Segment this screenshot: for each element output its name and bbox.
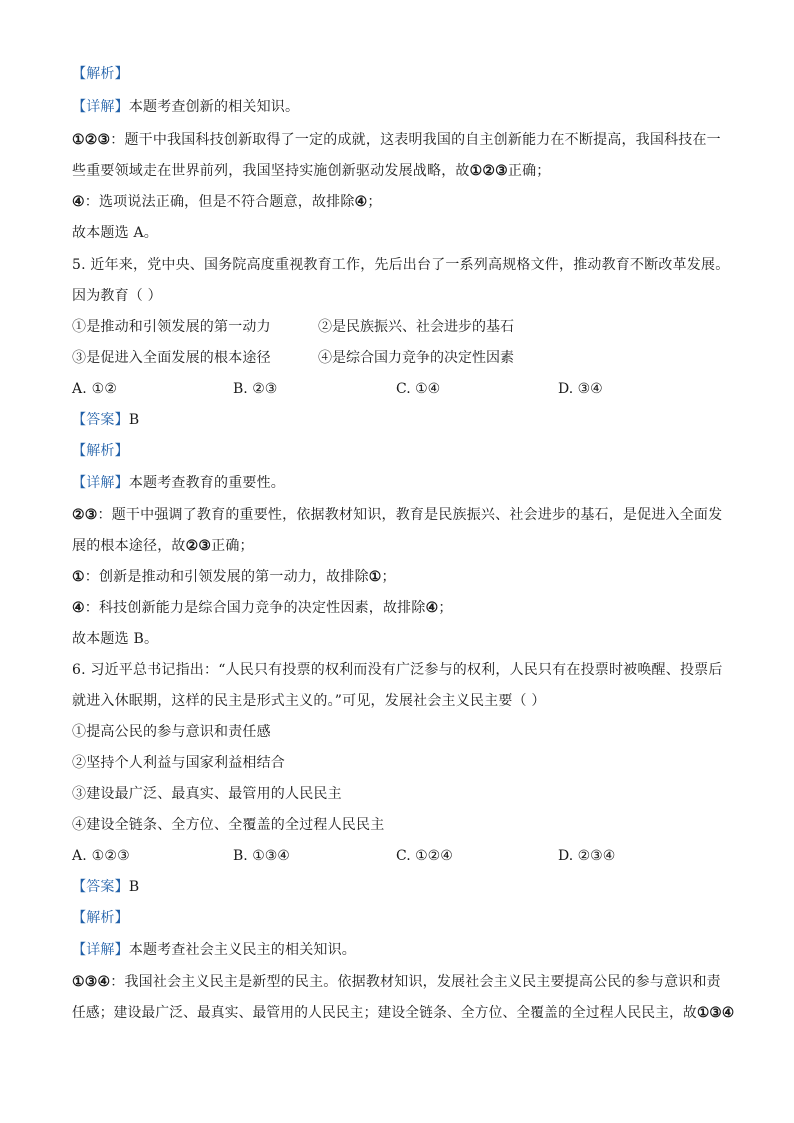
q5-item4: ④是综合国力竞争的决定性因素 xyxy=(318,350,514,366)
q4-detail-text: 本题考查创新的相关知识。 xyxy=(128,99,300,115)
q6-stem-line1: 6. 习近平总书记指出：“人民只有投票的权利而没有广泛参与的权利，人民只有在投票时被唤醒、投票后 xyxy=(72,662,723,678)
q5-detail-text: 本题考查教育的重要性。 xyxy=(128,475,286,491)
q4-conclusion: 故本题选 A。 xyxy=(72,225,158,241)
q5-p1-label2: ②③ xyxy=(185,538,212,554)
q4-p2-text-a: ：选项说法正确，但是不符合题意，故排除 xyxy=(84,194,355,210)
q5-conclusion: 故本题选 B。 xyxy=(72,631,159,647)
q6-analysis-tag: 【解析】 xyxy=(72,910,129,926)
q6-p1-label2: ①③④ xyxy=(696,1005,735,1021)
q5-p1-text: ：题干中强调了教育的重要性，依据教材知识，教育是民族振兴、社会进步的基石，是促进入全面发 xyxy=(97,507,723,523)
q5-option-b: B. ②③ xyxy=(233,381,278,397)
q6-item3: ③建设最广泛、最真实、最管用的人民民主 xyxy=(72,786,342,802)
q6-option-b: B. ①③④ xyxy=(233,848,290,864)
q5-analysis-tag: 【解析】 xyxy=(72,443,129,459)
q5-p3-line xyxy=(72,598,453,618)
q6-p1-text: ：我国社会主义民主是新型的民主。依据教材知识，发展社会主义民主要提高公民的参与意识和责 xyxy=(110,974,721,990)
q5-option-a: A. ①② xyxy=(72,381,118,397)
q5-item2: ②是民族振兴、社会进步的基石 xyxy=(318,319,514,335)
q6-detail-text: 本题考查社会主义民主的相关知识。 xyxy=(128,942,357,958)
q4-p2-label2: ④ xyxy=(354,194,368,210)
q6-item2: ②坚持个人利益与国家利益相结合 xyxy=(72,755,285,771)
q6-detail-tag: 【详解】 xyxy=(72,942,129,958)
q6-option-a: A. ①②③ xyxy=(72,848,130,864)
q4-p2-label: ④ xyxy=(72,194,85,210)
q4-p1-line2 xyxy=(72,161,550,181)
q6-answer-line xyxy=(72,877,139,897)
q6-p1-line1 xyxy=(72,972,721,992)
q4-p1-text2a: 些重要领域走在世界前列，我国坚持实施创新驱动发展战略，故 xyxy=(72,163,470,179)
q5-p1-text2b: 正确； xyxy=(211,538,254,554)
q5-p1-line1 xyxy=(72,505,722,525)
q6-answer-tag: 【答案】 xyxy=(72,879,129,895)
q5-answer: B xyxy=(128,412,140,428)
q5-p1-line2 xyxy=(72,536,254,556)
q5-stem-line2: 因为教育（ ） xyxy=(72,288,162,304)
q6-stem-line2: 就进入休眠期，这样的民主是形式主义的。”可见，发展社会主义民主要（ ） xyxy=(72,693,546,709)
q6-item1: ①提高公民的参与意识和责任感 xyxy=(72,724,271,740)
q5-p2-label: ① xyxy=(72,569,85,585)
q5-p1-label: ②③ xyxy=(72,507,98,523)
q5-item1: ①是推动和引领发展的第一动力 xyxy=(72,319,271,335)
q5-p2-text-b: ； xyxy=(381,569,396,585)
q6-option-d: D. ②③④ xyxy=(558,848,616,864)
q5-p1-text2a: 展的根本途径，故 xyxy=(72,538,186,554)
q5-answer-tag: 【答案】 xyxy=(72,412,129,428)
q5-p3-text-a: ：科技创新能力是综合国力竞争的决定性因素，故排除 xyxy=(84,600,426,616)
q4-p1-text2b: 正确； xyxy=(507,163,551,179)
q5-option-c: C. ①④ xyxy=(396,381,441,397)
q4-p1-label: ①②③ xyxy=(72,132,111,148)
q6-p1-text2a: 任感；建设最广泛、最真实、最管用的人民民主；建设全链条、全方位、全覆盖的全过程人民民主，故 xyxy=(72,1005,697,1021)
q5-p3-label2: ④ xyxy=(425,600,439,616)
q5-p3-label: ④ xyxy=(72,600,85,616)
q4-p2-text-b: ； xyxy=(367,194,382,210)
q5-detail-tag: 【详解】 xyxy=(72,475,129,491)
q5-answer-line xyxy=(72,410,139,430)
q4-p1-label2: ①②③ xyxy=(469,163,508,179)
q4-p2-line xyxy=(72,192,382,212)
q4-detail-tag: 【详解】 xyxy=(72,99,129,115)
q5-option-d: D. ③④ xyxy=(558,381,603,397)
q4-detail-line xyxy=(72,97,299,117)
q6-option-c: C. ①②④ xyxy=(396,848,453,864)
q6-detail-line xyxy=(72,940,356,960)
q5-p2-label2: ① xyxy=(368,569,382,585)
q4-analysis-tag: 【解析】 xyxy=(72,66,129,82)
q4-p1-text: ：题干中我国科技创新取得了一定的成就，这表明我国的自主创新能力在不断提高，我国科技在一 xyxy=(110,132,721,148)
q6-item4: ④建设全链条、全方位、全覆盖的全过程人民民主 xyxy=(72,817,385,833)
q5-stem-line1: 5. 近年来，党中央、国务院高度重视教育工作，先后出台了一系列高规格文件，推动教育不断改革发展。 xyxy=(72,257,730,273)
q5-item3: ③是促进入全面发展的根本途径 xyxy=(72,350,271,366)
q6-p1-line2 xyxy=(72,1003,734,1023)
q5-detail-line xyxy=(72,473,285,493)
q6-p1-label: ①③④ xyxy=(72,974,111,990)
q5-p2-line xyxy=(72,567,396,587)
q6-answer: B xyxy=(128,879,140,895)
q4-p1-line1 xyxy=(72,130,721,150)
q5-p2-text-a: ：创新是推动和引领发展的第一动力，故排除 xyxy=(84,569,369,585)
q5-p3-text-b: ； xyxy=(438,600,453,616)
